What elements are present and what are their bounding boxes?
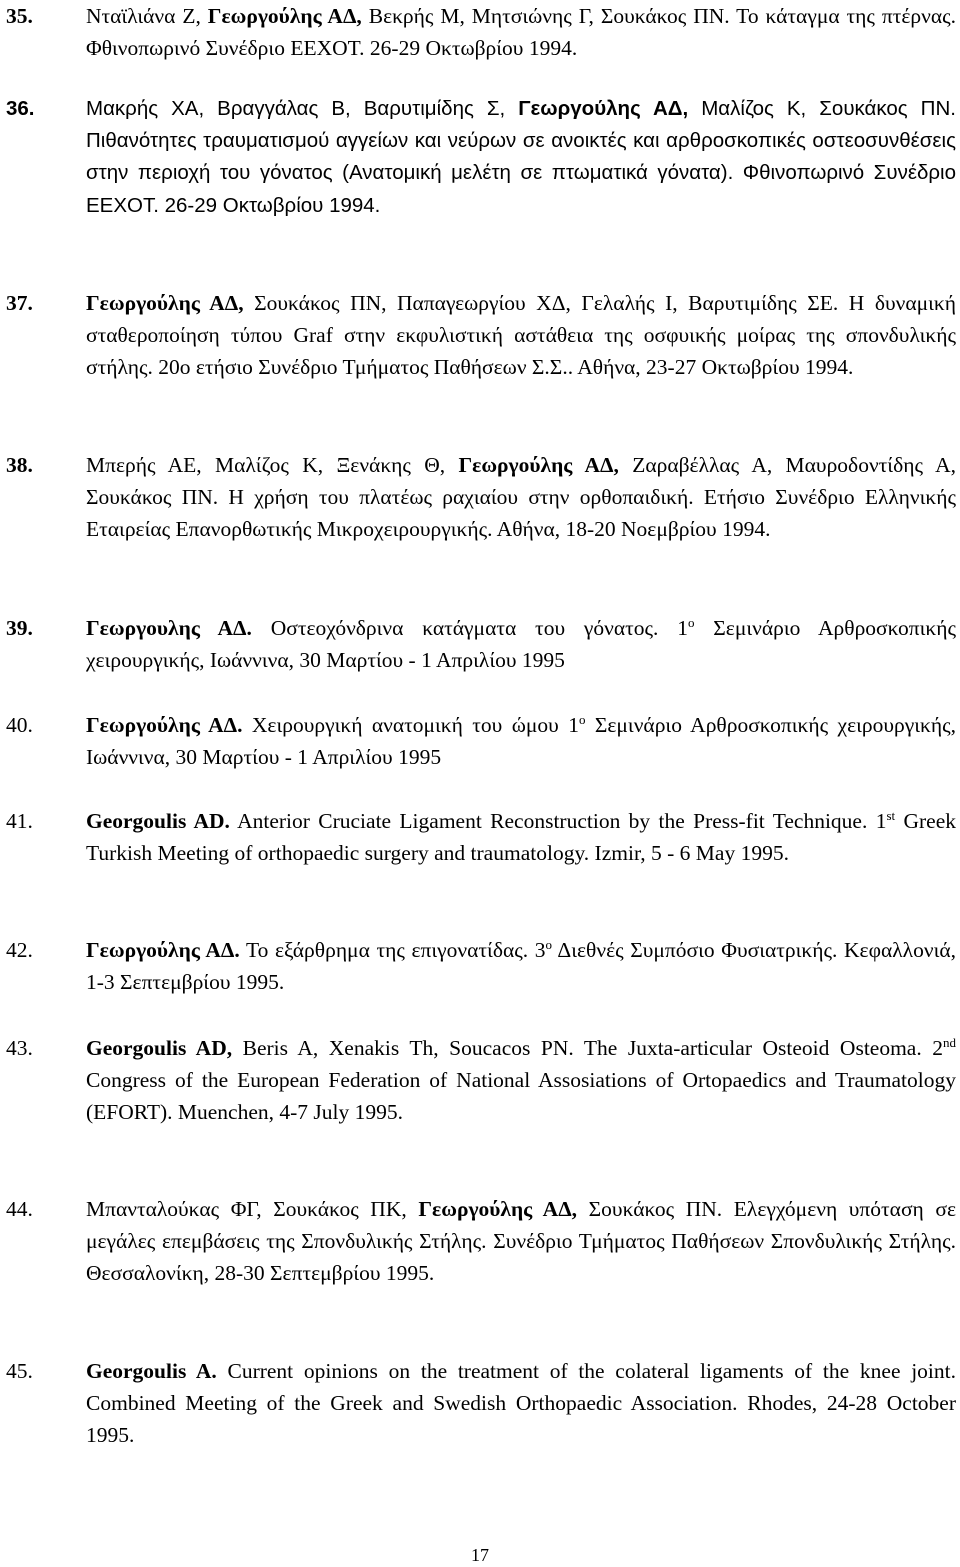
author-highlight: Γεωργούλης ΑΔ.: [86, 713, 243, 737]
reference-number: 35.: [6, 4, 33, 28]
reference-number: 38.: [6, 453, 33, 477]
reference-text: Μακρής ΧΑ, Βραγγάλας Β, Βαρυτιμίδης Σ, Γεωργούλης ΑΔ, Μαλίζος Κ, Σουκάκος ΠΝ. Πιθανότητες τραυματισμού αγγείων και νεύρων σε ανοικτές και αρθροσκοπικές οστεοσυνθέσεις στην περιοχή του γόνατος (Ανατομική μελέτη σε πτωματικά γόνατα). Φθινοπωρινό Συνέδριο ΕΕΧΟΤ. 26-29 Οκτωβρίου 1994.: [86, 97, 956, 217]
reference-number: 40.: [6, 713, 33, 737]
reference-number: 37.: [6, 291, 33, 315]
reference-text: Γεωργούλης ΑΔ. Χειρουργική ανατομική του ώμου $1^o$ Σεμινάριο Αρθροσκοπικής χειρουργικής, Ιωάννινα, 30 Μαρτίου - 1 Απριλίου 1995: [86, 711, 956, 770]
author-highlight: Georgoulis AD,: [86, 1036, 233, 1060]
reference-number: 42.: [6, 938, 33, 962]
reference-entry-36: [6, 93, 956, 222]
reference-text: Γεωργούλης ΑΔ, Σουκάκος ΠΝ, Παπαγεωργίου ΧΔ, Γελαλής Ι, Βαρυτιμίδης ΣΕ. Η δυναμική σταθεροποίηση τύπου Graf στην εκφυλιστική αστάθεια της οσφυικής μοίρας της σπονδυλικής στήλης. 20ο ετήσιο Συνέδριο Τμήματος Παθήσεων Σ.Σ.. Αθήνα, 23-27 Οκτωβρίου 1994.: [86, 291, 956, 380]
author-highlight: Γεωργούλης ΑΔ.: [86, 938, 240, 962]
reference-entry-44: [6, 1193, 956, 1290]
reference-entry-39: [6, 612, 956, 676]
reference-entry-37: [6, 287, 956, 384]
reference-number: 39.: [6, 616, 33, 640]
reference-number: 43.: [6, 1036, 33, 1060]
reference-entry-45: [6, 1355, 956, 1452]
reference-text: Νταϊλιάνα Ζ, Γεωργούλης ΑΔ, Βεκρής Μ, Μητσιώνης Γ, Σουκάκος ΠΝ. Το κάταγμα της πτέρνας. Φθινοπωρινό Συνέδριο ΕΕΧΟΤ. 26-29 Οκτωβρίου 1994.: [86, 4, 956, 61]
author-highlight: Γεωργουλης ΑΔ.: [86, 616, 252, 640]
reference-text: Μπερής ΑΕ, Μαλίζος Κ, Ξενάκης Θ, Γεωργούλης ΑΔ, Ζαραβέλλας Α, Μαυροδοντίδης Α, Σουκάκος ΠΝ. Η χρήση του πλατέως ραχιαίου στην ορθοπαιδική. Ετήσιο Συνέδριο Ελληνικής Εταιρείας Επανορθωτικής Μικροχειρουργικής. Αθήνα, 18-20 Νοεμβρίου 1994.: [86, 453, 957, 542]
author-highlight: Georgoulis A.: [86, 1359, 217, 1383]
author-highlight: Γεωργούλης ΑΔ,: [458, 453, 619, 477]
author-highlight: Γεωργούλης ΑΔ,: [207, 4, 362, 28]
reference-text: Γεωργουλης ΑΔ. Οστεοχόνδρινα κατάγματα του γόνατος. $1^o$ Σεμινάριο Αρθροσκοπικής χειρουργικής, Ιωάννινα, 30 Μαρτίου - 1 Απριλίου 1995: [86, 614, 956, 673]
page-number: 17: [471, 1545, 489, 1565]
reference-text: Μπανταλούκας ΦΓ, Σουκάκος ΠΚ, Γεωργούλης ΑΔ, Σουκάκος ΠΝ. Ελεγχόμενη υπόταση σε μεγάλες επεμβάσεις της Σπονδυλικής Στήλης. Συνέδριο Τμήματος Παθήσεων Σπονδυλικής Στήλης. Θεσσαλονίκη, 28-30 Σεπτεμβρίου 1995.: [86, 1197, 957, 1286]
reference-text: Γεωργούλης ΑΔ. Το εξάρθρημα της επιγονατίδας. $3^o$ Διεθνές Συμπόσιο Φυσιατρικής. Κεφαλλονιά, 1-3 Σεπτεμβρίου 1995.: [86, 936, 956, 995]
author-highlight: Γεωργούλης ΑΔ,: [418, 1197, 578, 1221]
reference-text: Georgoulis A. Current opinions on the treatment of the colateral ligaments of the knee joint. Combined Meeting of the Greek and Swedish Orthopaedic Association. Rhodes, 24-28 October 1995.: [86, 1359, 956, 1448]
reference-entry-35: [6, 0, 956, 64]
reference-number: 36.: [6, 97, 35, 120]
reference-number: 44.: [6, 1197, 33, 1221]
author-highlight: Γεωργούλης ΑΔ,: [518, 97, 689, 120]
reference-number: 45.: [6, 1359, 33, 1383]
reference-entry-42: [6, 934, 956, 998]
reference-entry-41: [6, 805, 956, 869]
author-highlight: Georgoulis AD.: [86, 809, 230, 833]
reference-entry-38: [6, 449, 956, 546]
author-highlight: Γεωργούλης ΑΔ,: [86, 291, 244, 315]
reference-text: Georgoulis AD. Anterior Cruciate Ligament Reconstruction by the Press-fit Technique. 1st Greek Turkish Meeting of orthopaedic surgery and traumatology. Izmir, 5 - 6 May 1995.: [86, 807, 956, 866]
reference-number: 41.: [6, 809, 33, 833]
reference-entry-43: [6, 1032, 956, 1129]
reference-text: Georgoulis AD, Beris A, Xenakis Th, Soucacos PN. The Juxta-articular Osteoid Osteoma. 2nd Congress of the European Federation of National Assosiations of Ortopaedics and Traumatology (EFORT). Muenchen, 4-7 July 1995.: [86, 1034, 956, 1125]
reference-entry-40: [6, 709, 956, 773]
